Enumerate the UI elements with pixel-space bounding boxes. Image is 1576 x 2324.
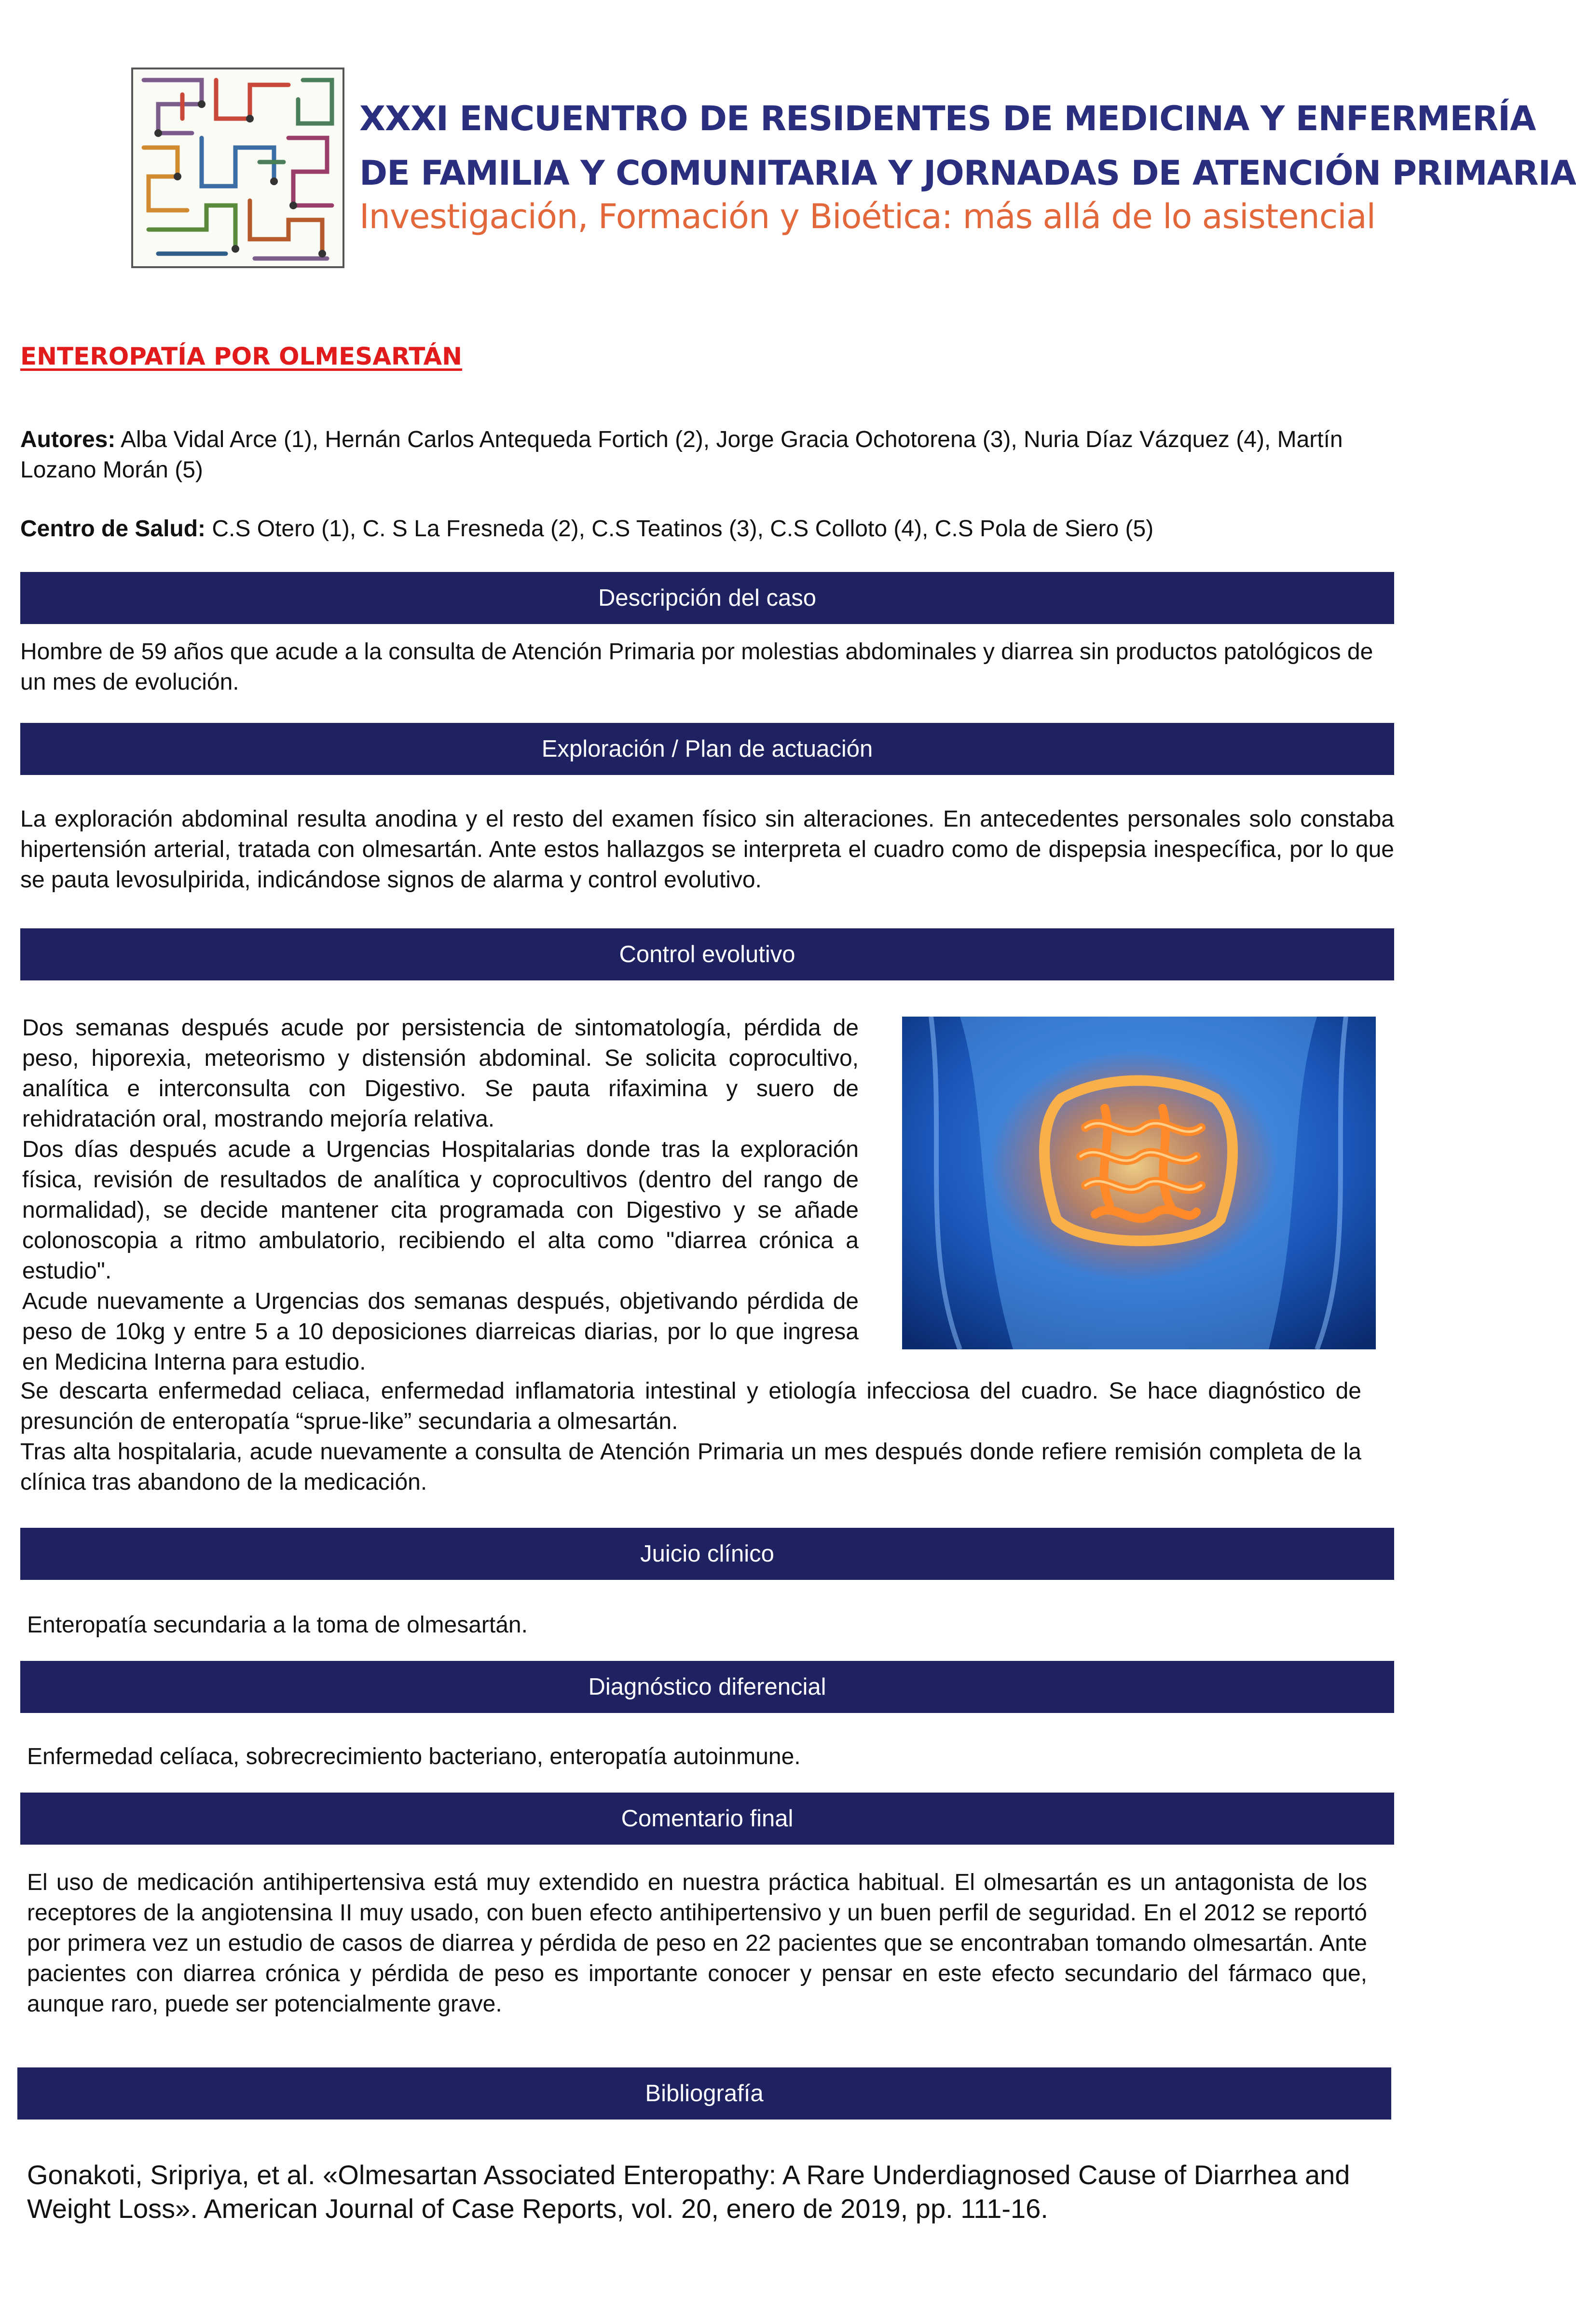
control-paragraph-2: Dos días después acude a Urgencias Hospitalarias donde tras la exploración física, revisión de resultados de analítica y coprocultivos (dentro del rango de normalidad), se decide mantener cita programada con Digestivo y se añade colonoscopia a ritmo ambulatorio, recibiendo el alta como "diarrea crónica a estudio". xyxy=(22,1137,859,1284)
section-bar-bibliografia xyxy=(17,2067,1391,2120)
centers-label: Centro de Salud: xyxy=(20,516,206,542)
section-heading-bibliografia: Bibliografía xyxy=(645,2080,764,2107)
conference-title-line-1: XXXI ENCUENTRO DE RESIDENTES DE MEDICINA Y ENFERMERÍA xyxy=(359,99,1536,138)
control-paragraphs xyxy=(22,1013,859,1377)
section-text-comentario: El uso de medicación antihipertensiva está muy extendido en nuestra práctica habitual. El olmesartán es un antagonista de los receptores de la angiotensina II muy usado, con buen efecto antihipertensivo y un buen perfil de seguridad. En el 2012 se reportó por primera vez un estudio de casos de diarrea y pérdida de peso en 22 pacientes que se encontraban tomando olmesartán. Ante pacientes con diarrea crónica y pérdida de peso es importante conocer y pensar en este efecto secundario del fármaco que, aunque raro, puede ser potencialmente grave. xyxy=(27,1870,1367,2017)
authors-text: Alba Vidal Arce (1), Hernán Carlos Antequeda Fortich (2), Jorge Gracia Ochotorena (3), Nuria Díaz Vázquez (4), Martín Lozano Morán (5) xyxy=(20,427,1343,483)
conference-subtitle: Investigación, Formación y Bioética: más allá de lo asistencial xyxy=(359,197,1376,236)
section-heading-juicio: Juicio clínico xyxy=(640,1541,774,1567)
section-heading-control: Control evolutivo xyxy=(619,941,795,967)
control-paragraph-4: Se descarta enfermedad celiaca, enfermedad inflamatoria intestinal y etiología infecciosa del cuadro. Se hace diagnóstico de presunción de enteropatía “sprue-like” secundaria a olmesartán. xyxy=(20,1378,1361,1434)
section-heading-diferencial: Diagnóstico diferencial xyxy=(588,1674,826,1700)
authors xyxy=(20,424,1400,485)
centers-text: C.S Otero (1), C. S La Fresneda (2), C.S Teatinos (3), C.S Colloto (4), C.S Pola de Siero (5) xyxy=(206,516,1154,542)
case-title: ENTEROPATÍA POR OLMESARTÁN xyxy=(20,342,463,370)
section-text-juicio: Enteropatía secundaria a la toma de olmesartán. xyxy=(27,1612,528,1638)
section-bar-exploracion xyxy=(20,723,1394,775)
section-text-diferencial: Enfermedad celíaca, sobrecrecimiento bacteriano, enteropatía autoinmune. xyxy=(27,1744,801,1769)
section-heading-descripcion: Descripción del caso xyxy=(598,585,817,611)
section-bar-diferencial xyxy=(20,1661,1394,1713)
conference-title-line-2: DE FAMILIA Y COMUNITARIA Y JORNADAS DE ATENCIÓN PRIMARIA xyxy=(359,153,1576,193)
maze-logo-icon xyxy=(129,66,346,270)
section-heading-exploracion: Exploración / Plan de actuación xyxy=(541,736,873,762)
control-paragraph-1: Dos semanas después acude por persistencia de sintomatología, pérdida de peso, hiporexia, meteorismo y distensión abdominal. Se solicita coprocultivo, analítica e interconsulta con Digestivo. Se pauta rifaximina y suero de rehidratación oral, mostrando mejoría relativa. xyxy=(22,1015,859,1132)
control-paragraph-3: Acude nuevamente a Urgencias dos semanas después, objetivando pérdida de peso de 10kg y entre 5 a 10 deposiciones diarreicas diarias, por lo que ingresa en Medicina Interna para estudio. xyxy=(22,1289,859,1375)
bibliography-entry: Gonakoti, Sripriya, et al. «Olmesartan Associated Enteropathy: A Rare Underdiagnosed Cause of Diarrhea and Weight Loss». American Journal of Case Reports, vol. 20, enero de 2019, pp. 111-16. xyxy=(27,2160,1350,2224)
section-heading-comentario: Comentario final xyxy=(621,1806,794,1832)
authors-label: Autores: xyxy=(20,427,116,452)
section-text-descripcion: Hombre de 59 años que acude a la consulta de Atención Primaria por molestias abdominales y diarrea sin productos patológicos de un mes de evolución. xyxy=(20,639,1373,695)
section-bar-descripcion xyxy=(20,572,1394,624)
control-paragraph-5: Tras alta hospitalaria, acude nuevamente a consulta de Atención Primaria un mes después donde refiere remisión completa de la clínica tras abandono de la medicación. xyxy=(20,1439,1361,1495)
intestine-illustration-icon xyxy=(902,1017,1376,1349)
section-bar-juicio xyxy=(20,1528,1394,1580)
control-paragraphs-wide xyxy=(20,1376,1361,1497)
health-centers xyxy=(20,514,1400,544)
section-text-exploracion: La exploración abdominal resulta anodina y el resto del examen físico sin alteraciones. En antecedentes personales solo constaba hipertensión arterial, tratada con olmesartán. Ante estos hallazgos se interpreta el cuadro como de dispepsia inespecífica, por lo que se pauta levosulpirida, indicándose signos de alarma y control evolutivo. xyxy=(20,806,1394,893)
section-bar-comentario xyxy=(20,1793,1394,1845)
section-bar-control xyxy=(20,928,1394,980)
